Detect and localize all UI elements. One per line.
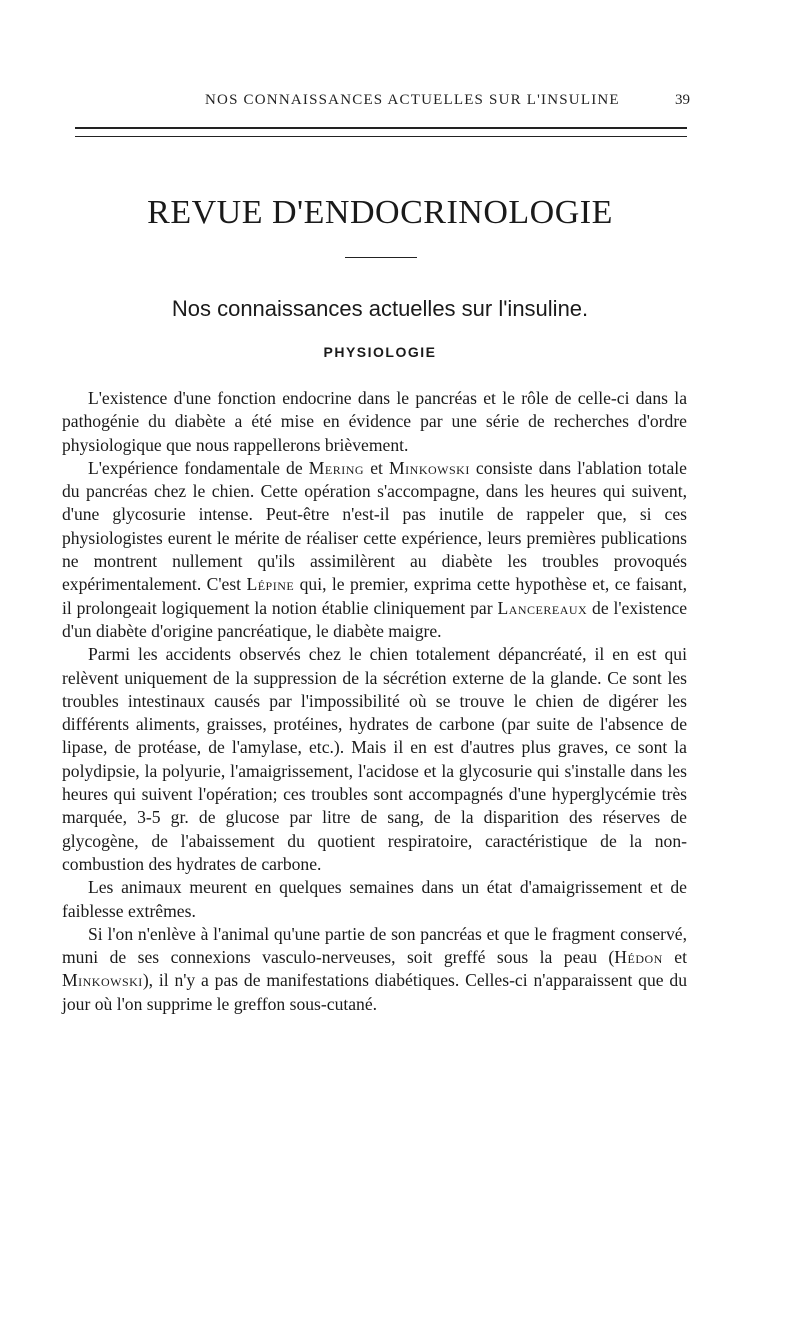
page-number: 39 [675, 92, 690, 108]
author-name: Minkowski [389, 457, 470, 478]
text-run: et [662, 947, 687, 968]
header-rule-thin [75, 136, 687, 137]
header-rule-thick [75, 127, 687, 129]
article-body [62, 387, 687, 1016]
paragraph-4: Les animaux meurent en quelques semaines dans un état d'amaigrissement et de faiblesse extrêmes. [62, 877, 687, 921]
paragraph-1: L'existence d'une fonction endocrine dans le pancréas et le rôle de celle-ci dans la pathogénie du diabète a été mise en évidence par une série de recherches d'ordre physiologique que nous rappellerons brièvement. [62, 388, 687, 455]
author-name: Lancereaux [497, 597, 588, 618]
text-run: qui, le premier, exprima cette hypothèse et, ce faisant, il prolongeait logiquement la notion établie cliniquement par [62, 574, 688, 618]
title-separator [345, 257, 417, 258]
author-name: Lépine [246, 574, 295, 595]
author-name: Mering [308, 457, 365, 478]
paragraph-5 [62, 923, 687, 1016]
text-run: et [364, 457, 390, 478]
author-name: Minkowski [62, 970, 143, 991]
section-heading: PHYSIOLOGIE [323, 344, 437, 360]
text-run: de l'existence d'un diabète d'origine pancréatique, le diabète maigre. [62, 597, 688, 641]
text-run: Si l'on n'enlève à l'animal qu'une partie de son pancréas et que le fragment conservé, muni de ses connexions vasculo-nerveuses, soit greffé sous la peau ( [62, 923, 687, 968]
text-run: L'expérience fondamentale de [88, 457, 309, 478]
text-run: ), il n'y a pas de manifestations diabétiques. Celles-ci n'apparaissent que du jour où l'on supprime le greffon sous-cutané. [62, 970, 687, 1014]
paragraph-3: Parmi les accidents observés chez le chien totalement dépancréaté, il en est qui relèvent uniquement de la suppression de la sécrétion externe de la glande. Ce sont les troubles intestinaux causés par l'impossibilité où se trouve le chien de digérer les différents aliments, graisses, protéines, hydrates de carbone (par suite de l'absence de lipase, de protéase, de l'amylase, etc.). Mais il en est d'autres plus graves, ce sont la polydipsie, la polyurie, l'amaigrissement, l'acidose et la glycosurie qui s'installe dans les heures qui suivent l'opération; ces troubles sont accompagnés d'une hyperglycémie très marquée, 3-5 gr. de glucose par litre de sang, de la disparition des réserves de glycogène, de l'abaissement du quotient respiratoire, caractéristique de la non-combustion des hydrates de carbone. [62, 644, 687, 874]
author-name: Hédon [614, 947, 663, 968]
text-run: consiste dans l'ablation totale du pancréas chez le chien. Cette opération s'accompagne, dans les heures qui suivent, d'une glycosurie intense. Peut-être n'est-il pas inutile de rappeler que, si ces physiologistes eurent le mérite de réaliser cette expérience, leurs premières publications ne montrent nullement qu'ils assimilèrent au diabète les troubles provoqués expérimentalement. C'est [62, 457, 687, 595]
article-title: Nos connaissances actuelles sur l'insuline. [171, 296, 589, 321]
journal-title: REVUE D'ENDOCRINOLOGIE [147, 194, 613, 231]
paragraph-2 [62, 457, 687, 643]
running-head: NOS CONNAISSANCES ACTUELLES SUR L'INSULINE [205, 92, 620, 108]
